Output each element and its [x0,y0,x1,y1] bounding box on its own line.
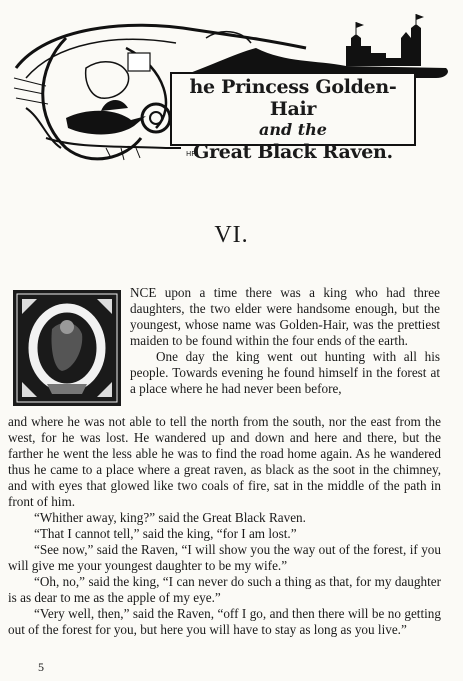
page-number: 5 [38,660,44,674]
paragraph-7: “Oh, no,” said the king, “I can never do such a thing as that, for my daughter is as dear to me as the apple of my eye.” [8,574,441,605]
paragraph-6: “See now,” said the Raven, “I will show you the way out of the forest, if you will give me your youngest daughter to be my wife.” [8,542,441,573]
full-width-text [8,414,441,638]
title-line-1: he Princess Golden-Hair [189,76,397,120]
paragraph-1: NCE upon a time there was a king who had three daughters, the two elder were handsome enough, but the youngest, whose name was Golden-Hair, was the prettiest maiden to be found within the four ends of the earth. [130,285,440,348]
title-line-3: Great Black Raven. [193,141,393,163]
paragraph-3: and where he was not able to tell the north from the south, nor the east from the west, for he was lost. He wandered up and down and here and there, but the farther he went the less able he was to find the road home again. As he wandered thus he came to a place where a great raven, as black as the soot in the chimney, and with eyes that glowed like two coals of fire, sat in the middle of the path in front of him. [8,414,441,509]
wrapped-text-column [130,285,440,397]
header-monogram: HR [186,150,197,158]
paragraph-4: “Whither away, king?” said the Great Black Raven. [34,510,306,525]
paragraph-2: One day the king went out hunting with all his people. Towards evening he found himself in the forest at a place where he had never been before, [130,349,440,396]
dropcap-illustration [12,289,122,407]
paragraph-8: “Very well, then,” said the Raven, “off I go, and then there will be no getting out of the forest for you, but here you will have to stay as long as you live.” [8,606,441,637]
chapter-number: VI. [214,222,249,248]
title-line-2: and the [259,120,327,139]
paragraph-5: “That I cannot tell,” said the king, “for I am lost.” [34,526,297,541]
